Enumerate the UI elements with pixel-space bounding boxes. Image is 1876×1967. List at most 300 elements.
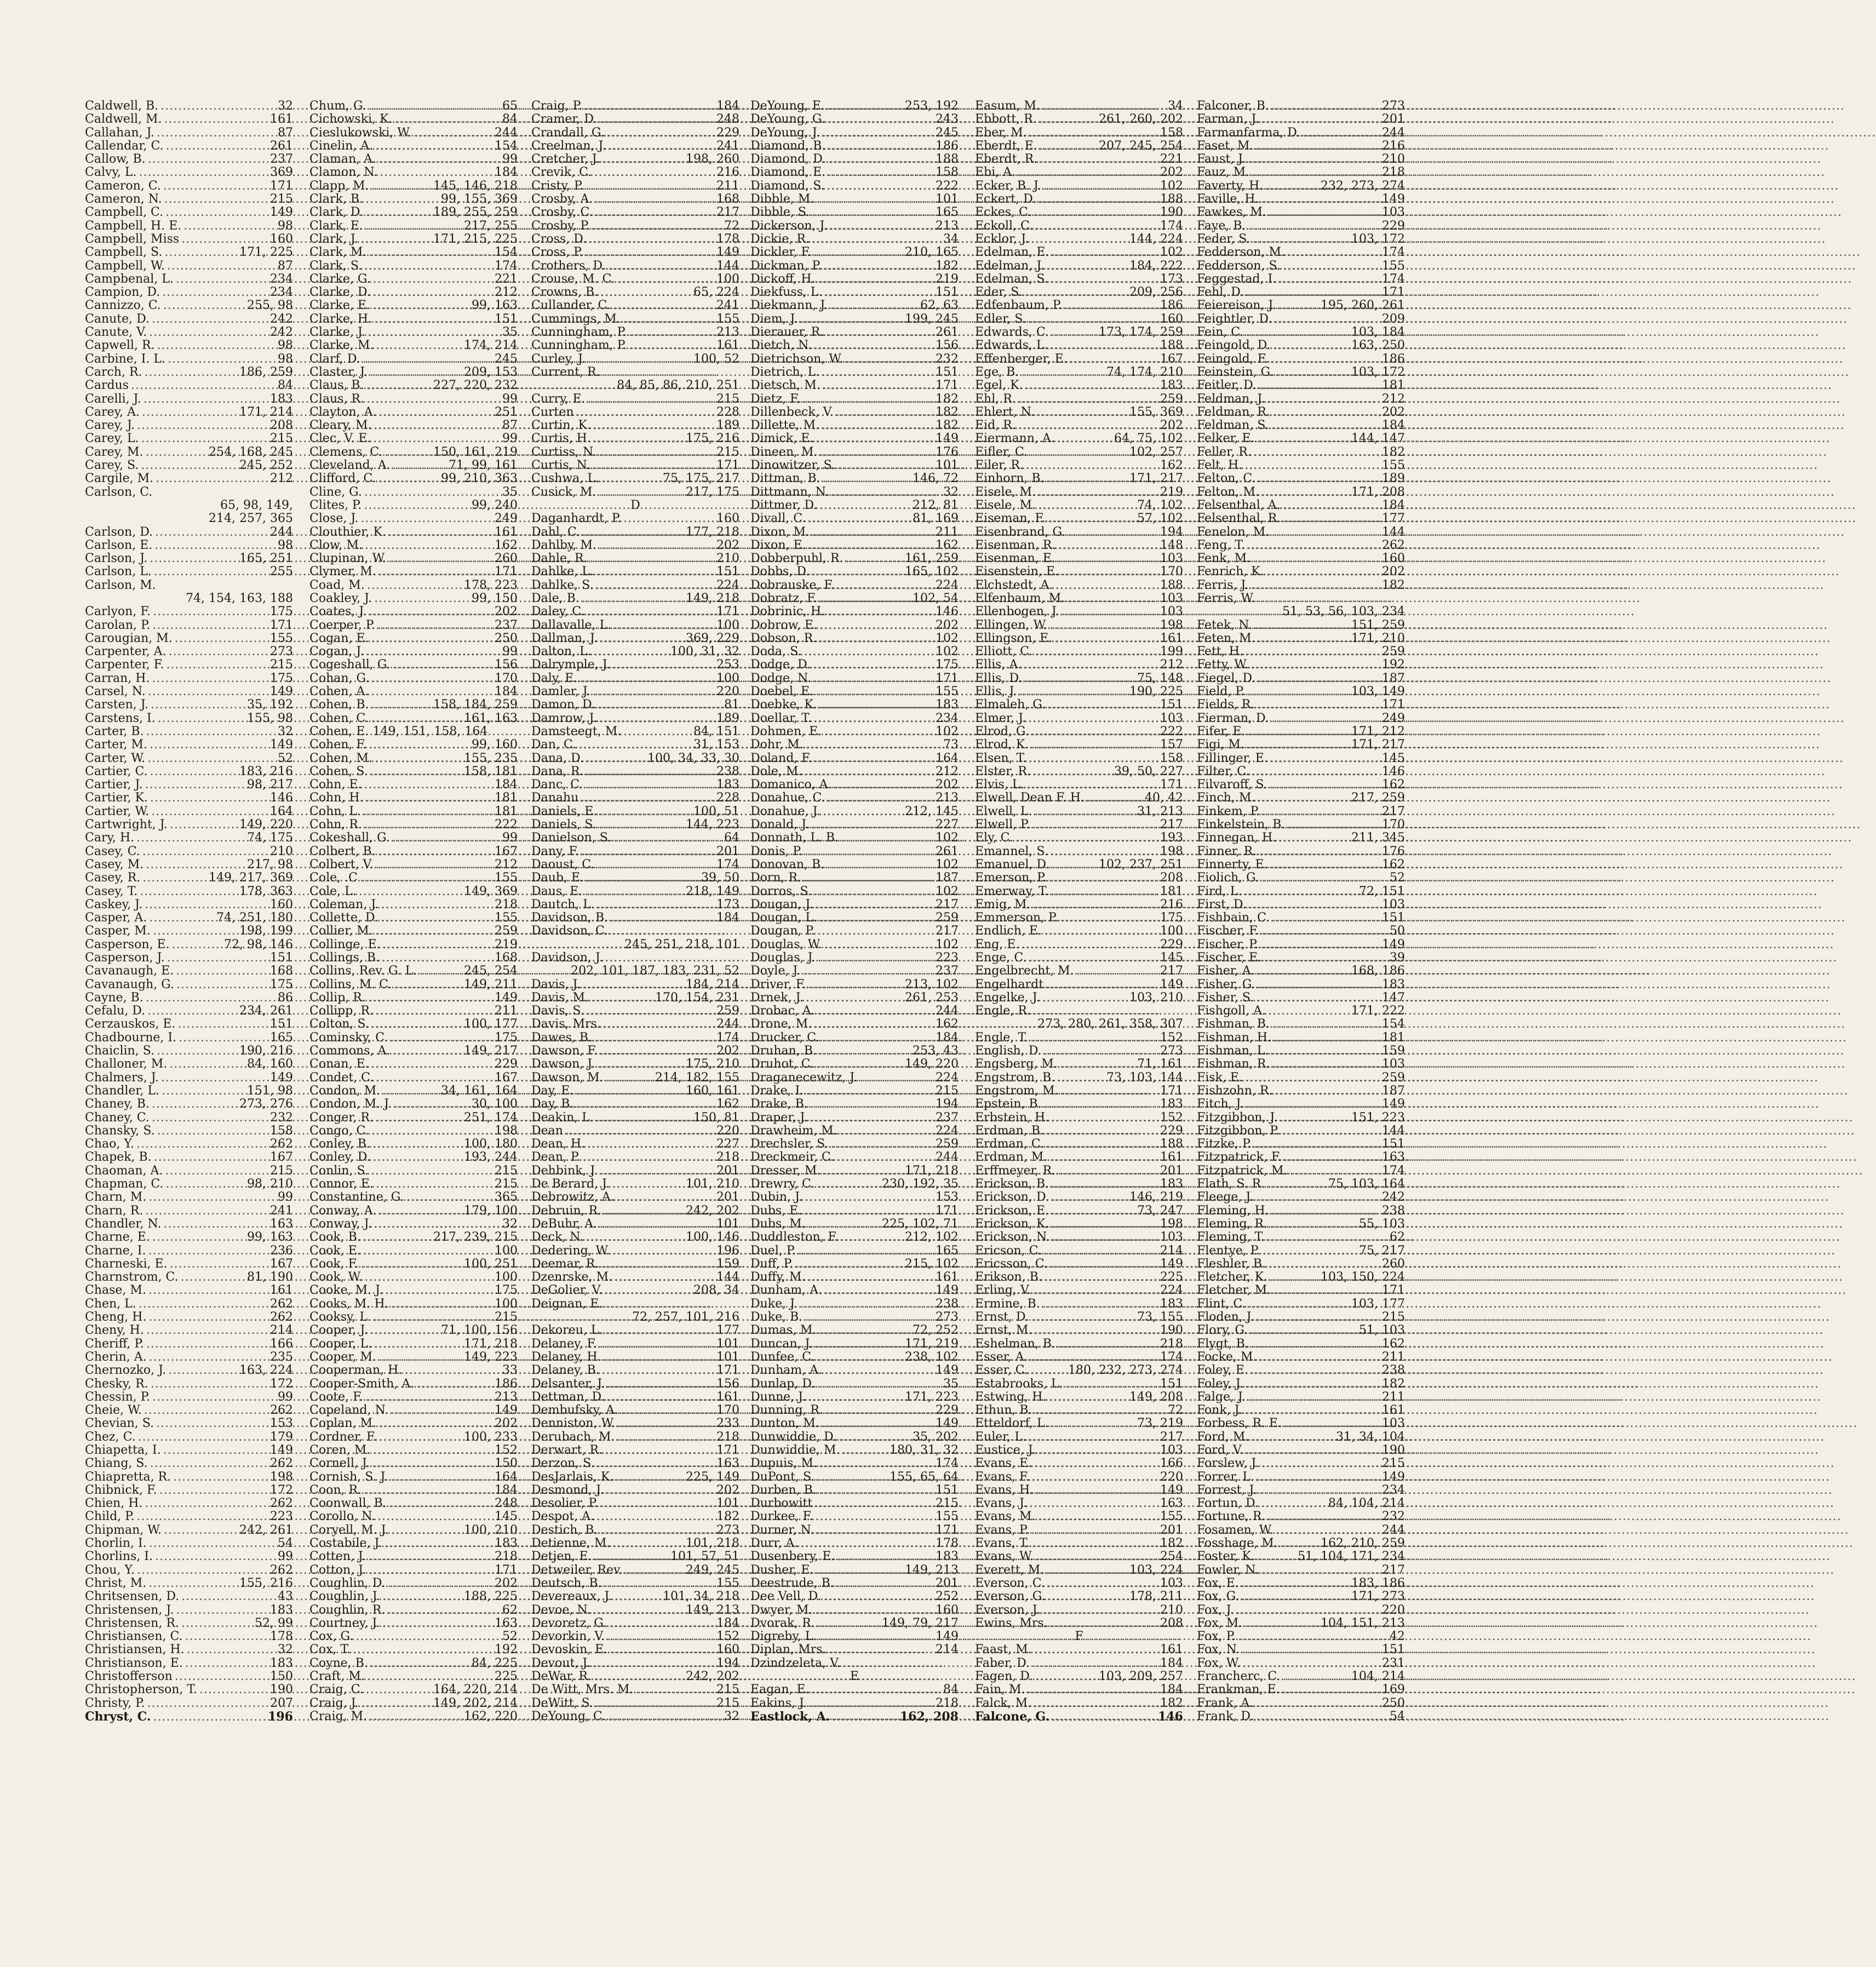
entry-pages: 202: [495, 1576, 518, 1590]
entry-name: Crosby, A.: [531, 192, 593, 207]
entry-name: Clarke, J.: [309, 325, 365, 340]
entry-name: Callow, B.: [85, 152, 146, 167]
index-entry: [975, 1697, 1183, 1710]
dot-leader: [621, 1404, 714, 1417]
dot-leader: [1044, 1245, 1158, 1258]
entry-name: Christensen, R.: [85, 1616, 179, 1630]
index-entry: [85, 605, 293, 618]
entry-pages: 151: [1382, 1643, 1405, 1657]
entry-pages: 84: [278, 379, 293, 393]
index-entry: [85, 472, 293, 485]
dot-leader: [1271, 1045, 1380, 1058]
entry-name: Craig, M.: [309, 1709, 368, 1723]
entry-pages: 100: [495, 1297, 518, 1311]
index-entry: [309, 1071, 518, 1085]
entry-name: Collip, R.: [309, 990, 366, 1005]
dot-leader: [1031, 738, 1158, 752]
index-entry: [975, 1138, 1183, 1151]
index-entry: [975, 1098, 1183, 1111]
index-entry: [85, 366, 293, 379]
entry-name: Deakin, L.: [531, 1110, 594, 1125]
entry-pages: 161: [1160, 1150, 1183, 1165]
index-entry: [85, 1617, 293, 1630]
entry-pages: 165: [270, 1030, 293, 1045]
index-entry: [975, 965, 1183, 978]
dot-leader: [589, 233, 714, 246]
dot-leader: [1258, 472, 1380, 485]
index-entry: [85, 246, 293, 259]
entry-pages: 57, 102: [1137, 512, 1183, 526]
entry-pages: 171, 218: [464, 1337, 518, 1351]
entry-name: Callendar, C.: [85, 139, 164, 153]
entry-pages: 171, 210: [1351, 631, 1405, 645]
entry-name: Dahl, C.: [531, 525, 580, 539]
index-entry: [975, 193, 1183, 206]
dot-leader: [1076, 965, 1158, 978]
entry-name: Cohen, F.: [309, 738, 367, 752]
index-entry: [750, 1564, 959, 1577]
entry-pages: 149: [495, 1403, 518, 1418]
entry-name: Dehbink, J.: [531, 1163, 598, 1178]
entry-pages: 244: [270, 525, 293, 539]
index-entry: [750, 1111, 959, 1125]
dot-leader: [1024, 658, 1158, 672]
index-entry: [85, 911, 293, 925]
entry-pages: 273: [1160, 1044, 1183, 1058]
index-entry: [750, 1031, 959, 1045]
dot-leader: [1048, 1590, 1128, 1603]
entry-name: Fox, G.: [1197, 1590, 1240, 1604]
dot-leader: [819, 1045, 910, 1058]
index-entry: [85, 738, 293, 752]
entry-pages: 101, 210: [686, 1177, 739, 1191]
entry-pages: 171: [270, 618, 293, 632]
entry-pages: 167: [495, 1070, 518, 1085]
entry-name: Despot, A.: [531, 1510, 594, 1524]
entry-pages: 103, 177: [1351, 1297, 1405, 1311]
index-entry: [309, 166, 518, 179]
entry-name: Clapp, M.: [309, 179, 369, 193]
dot-leader: [595, 193, 714, 206]
entry-pages: 165: [936, 1243, 959, 1258]
dot-leader: [824, 1364, 933, 1377]
entry-pages: 202: [495, 605, 518, 619]
entry-pages: 215: [936, 1083, 959, 1098]
entry-pages: 103, 209, 257: [1099, 1670, 1183, 1684]
index-entry: [750, 1045, 959, 1058]
entry-name: Chorlins, I.: [85, 1550, 153, 1564]
entry-name: Fetty, W.: [1197, 658, 1249, 672]
dot-leader: [181, 1590, 276, 1603]
entry-name: Crowns, B.: [531, 285, 599, 300]
entry-name: Eisenman, E.: [975, 552, 1055, 566]
section-letter: [975, 1630, 1183, 1643]
entry-pages: 62: [1390, 1230, 1405, 1245]
entry-pages: 184: [716, 911, 739, 925]
index-entry: [309, 1298, 518, 1311]
entry-name: Edler, S.: [975, 312, 1026, 326]
entry-pages: 194: [1160, 525, 1183, 539]
entry-pages: 174: [716, 857, 739, 871]
dot-leader: [392, 1045, 462, 1058]
dot-leader: [608, 1710, 722, 1723]
index-entry: [975, 1670, 1183, 1683]
index-entry: [309, 1484, 518, 1497]
entry-name: Dahlby, M.: [531, 538, 597, 552]
entry-name: Collins, Rev. G. L.: [309, 964, 417, 978]
dot-leader: [814, 1497, 933, 1510]
entry-name: Dickoff, H.: [750, 272, 816, 286]
dot-leader: [817, 1005, 933, 1018]
entry-pages: 151: [936, 285, 959, 300]
entry-name: Craig, C.: [309, 1683, 364, 1697]
entry-name: Ely, C.: [975, 831, 1013, 845]
entry-name: De Berard, J.: [531, 1177, 610, 1191]
dot-leader: [1044, 925, 1158, 938]
entry-name: Feller, R.: [1197, 445, 1252, 459]
index-entry: [85, 778, 293, 792]
entry-name: Carlyon, F.: [85, 605, 151, 619]
dot-leader: [1025, 286, 1128, 299]
entry-name: Devoe, N.: [531, 1603, 591, 1617]
dot-leader: [1032, 1657, 1158, 1670]
entry-pages: 171, 215, 225: [433, 232, 518, 246]
dot-leader: [602, 153, 684, 166]
entry-name: Dorros, S.: [750, 884, 812, 898]
dot-leader: [599, 486, 684, 499]
entry-name: Cardus: [85, 379, 129, 393]
entry-name: Cerzauskos, E.: [85, 1017, 176, 1031]
entry-pages: 101: [716, 1337, 739, 1351]
entry-pages: 229: [1382, 219, 1405, 233]
entry-pages: 217, 98: [247, 857, 293, 871]
dot-leader: [580, 672, 714, 685]
entry-name: Devoskin, E.: [531, 1643, 608, 1657]
index-entry: [85, 925, 293, 938]
entry-pages: 102: [936, 831, 959, 845]
dot-leader: [372, 1444, 492, 1457]
entry-name: Devereaux, J.: [531, 1590, 612, 1604]
entry-name: Donnath, L. B.: [750, 831, 839, 845]
dot-leader: [1258, 632, 1349, 645]
index-entry: [750, 339, 959, 352]
entry-pages: 162, 220: [464, 1709, 518, 1723]
dot-leader: [1051, 1111, 1158, 1125]
entry-pages: 262: [270, 1403, 293, 1418]
entry-name: Ellenbogen, J.: [975, 605, 1060, 619]
entry-pages: 152: [1160, 1030, 1183, 1045]
dot-leader: [1272, 1058, 1380, 1071]
dot-leader: [809, 1697, 933, 1710]
entry-name: Fishbain, C.: [1197, 911, 1270, 925]
entry-name: Feinstein, G.: [1197, 365, 1274, 379]
index-entry: [531, 393, 739, 406]
entry-name: Etteldorf, L.: [975, 1417, 1049, 1431]
dot-leader: [608, 260, 714, 273]
entry-pages: 215: [716, 1696, 739, 1710]
entry-pages: 102, 54: [913, 591, 959, 605]
entry-pages: 182: [1382, 445, 1405, 459]
index-entry: [750, 898, 959, 911]
entry-pages: 216: [1382, 139, 1405, 153]
entry-pages: 65, 98, 149,: [220, 498, 293, 512]
index-entry: [1197, 339, 1405, 352]
entry-pages: 253, 192: [905, 99, 959, 113]
entry-pages: 100, 233: [464, 1430, 518, 1444]
index-entry: [531, 672, 739, 685]
index-entry: [85, 1284, 293, 1297]
dot-leader: [602, 1364, 714, 1377]
entry-name: Dallman, J.: [531, 631, 598, 645]
entry-name: Dzenrske, M.: [531, 1270, 613, 1284]
index-entry: [531, 526, 739, 539]
entry-pages: 220: [716, 1123, 739, 1138]
index-entry: [85, 127, 293, 140]
entry-pages: 202, 101, 187, 183, 231, 52: [571, 964, 739, 978]
dot-leader: [172, 938, 222, 951]
index-entry: [975, 499, 1183, 512]
dot-leader: [1282, 1125, 1380, 1138]
entry-pages: 150: [270, 1670, 293, 1684]
entry-pages: 199, 245: [905, 312, 959, 326]
entry-pages: 171, 212: [1351, 724, 1405, 738]
index-entry: [1197, 1284, 1405, 1297]
dot-leader: [617, 1431, 714, 1444]
index-entry: [85, 951, 293, 965]
entry-name: Chapek, B.: [85, 1150, 152, 1165]
dot-leader: [1029, 1431, 1158, 1444]
dot-leader: [813, 672, 933, 685]
index-entry: [309, 393, 518, 406]
dot-leader: [381, 898, 492, 911]
entry-pages: 211: [495, 1004, 518, 1018]
entry-pages: 244: [1382, 1523, 1405, 1537]
entry-pages: 146, 219: [1129, 1190, 1183, 1205]
entry-name: Clarke, H.: [309, 312, 372, 326]
entry-pages: 210: [716, 552, 739, 566]
entry-name: Fishman, H.: [1197, 1030, 1272, 1045]
dot-leader: [825, 286, 933, 299]
index-entry: [309, 1404, 518, 1417]
dot-leader: [146, 1324, 268, 1337]
entry-pages: 202: [716, 1044, 739, 1058]
dot-leader: [153, 605, 268, 618]
entry-pages: 186: [1382, 352, 1405, 366]
entry-name: Dobrow, E.: [750, 618, 817, 632]
entry-pages: 211: [1382, 1350, 1405, 1364]
entry-name: Fitzke, P.: [1197, 1137, 1252, 1151]
entry-pages: 211: [1382, 1390, 1405, 1404]
dot-leader: [1051, 246, 1158, 259]
entry-pages: 189: [716, 418, 739, 433]
entry-name: Ecklor, J.: [975, 232, 1029, 246]
index-entry: [531, 153, 739, 166]
dot-leader: [1046, 1125, 1158, 1138]
dot-leader: [1042, 991, 1127, 1005]
dot-leader: [836, 1151, 933, 1164]
index-entry: [85, 406, 293, 419]
dot-leader: [146, 725, 276, 738]
entry-pages: 183: [1160, 379, 1183, 393]
index-entry: [975, 1231, 1183, 1244]
entry-name: Erikson, B.: [975, 1270, 1042, 1284]
index-entry: [975, 645, 1183, 658]
dot-leader: [1244, 885, 1357, 898]
entry-pages: 102, 257: [1129, 445, 1183, 459]
entry-pages: 196: [268, 1709, 293, 1724]
index-entry: [1197, 1218, 1405, 1231]
entry-pages: 155: [495, 911, 518, 925]
index-entry: [531, 180, 739, 193]
index-entry: [750, 1058, 959, 1071]
index-entry: [1197, 831, 1405, 845]
index-entry: [750, 1085, 959, 1098]
entry-name: Connor, E.: [309, 1177, 374, 1191]
dot-leader: [152, 1111, 268, 1125]
entry-pages: 103: [1382, 1417, 1405, 1431]
entry-pages: 186: [936, 139, 959, 153]
index-entry: [85, 326, 293, 339]
dot-leader: [827, 605, 933, 618]
index-entry: [750, 818, 959, 831]
entry-pages: 238: [1382, 1363, 1405, 1378]
entry-name: Evans, T.: [975, 1536, 1030, 1551]
dot-leader: [812, 233, 941, 246]
dot-leader: [176, 978, 268, 991]
entry-name: Eckoll, C.: [975, 219, 1034, 233]
entry-pages: 184: [1382, 418, 1405, 433]
entry-name: Dohmen, E.: [750, 724, 822, 738]
index-entry: [531, 1510, 739, 1523]
index-entry: [309, 180, 518, 193]
dot-leader: [1046, 978, 1158, 991]
index-entry: [1197, 180, 1405, 193]
index-entry: [750, 1018, 959, 1031]
index-entry: [85, 1191, 293, 1204]
entry-pages: 151: [716, 565, 739, 579]
entry-name: Druhot, C.: [750, 1057, 814, 1071]
index-entry: [85, 353, 293, 366]
index-entry: [531, 1457, 739, 1470]
dot-leader: [828, 140, 933, 153]
dot-leader: [1049, 871, 1158, 885]
dot-leader: [599, 805, 691, 818]
dot-leader: [594, 1670, 684, 1683]
entry-pages: 212: [936, 764, 959, 778]
entry-pages: 255: [270, 565, 293, 579]
entry-pages: 224: [1160, 1283, 1183, 1298]
entry-name: Curtin, K.: [531, 418, 591, 433]
entry-name: Felsenthal, R.: [1197, 512, 1281, 526]
entry-name: Carey, S.: [85, 458, 139, 473]
entry-pages: 99, 240: [472, 498, 518, 512]
index-entry: [531, 1697, 739, 1710]
entry-name: Dunlap, D.: [750, 1377, 816, 1391]
entry-name: Doellar, T.: [750, 711, 812, 725]
index-entry: [85, 1497, 293, 1510]
dot-leader: [1242, 1643, 1380, 1656]
dot-leader: [177, 1018, 268, 1031]
entry-pages: 100, 210: [464, 1523, 518, 1537]
entry-name: Cheng, H.: [85, 1310, 147, 1324]
index-entry: [1197, 1604, 1405, 1617]
dot-leader: [155, 526, 268, 539]
entry-name: Ellis, D.: [975, 671, 1023, 685]
entry-name: Caldwell, B.: [85, 99, 159, 113]
index-entry: [1197, 353, 1405, 366]
index-entry: [1197, 459, 1405, 472]
index-entry: [975, 978, 1183, 991]
dot-leader: [144, 393, 268, 406]
entry-name: Cummings, M.: [531, 312, 621, 326]
index-entry: [975, 353, 1183, 366]
dot-leader: [827, 180, 933, 193]
dot-leader: [1273, 339, 1349, 352]
entry-name: Finkelstein, B.: [1197, 818, 1286, 832]
index-entry: [750, 246, 959, 259]
index-entry: [309, 1111, 518, 1125]
dot-leader: [814, 885, 933, 898]
entry-pages: 155, 65, 64: [890, 1470, 959, 1484]
entry-name: Day, B.: [531, 1097, 574, 1111]
entry-pages: 31, 34, 104: [1336, 1430, 1405, 1444]
entry-name: Cherin, A.: [85, 1350, 147, 1364]
dot-leader: [1029, 951, 1158, 965]
entry-pages: 244: [716, 1017, 739, 1031]
index-entry: [1197, 1231, 1405, 1244]
dot-leader: [1042, 1298, 1158, 1311]
dot-leader: [368, 1564, 492, 1577]
entry-name: Clouthier, K.: [309, 525, 386, 539]
index-entry: [85, 698, 293, 712]
entry-pages: 227, 220, 232: [433, 379, 518, 393]
entry-name: Cartier, C.: [85, 764, 148, 778]
entry-pages: 217: [1382, 1563, 1405, 1577]
dot-leader: [375, 140, 492, 153]
entry-name: Curten: [531, 405, 574, 419]
entry-name: Edwards, C.: [975, 325, 1049, 340]
dot-leader: [385, 1537, 492, 1550]
entry-name: Faber, D.: [975, 1656, 1030, 1670]
index-entry: [750, 1643, 959, 1656]
entry-pages: 242: [270, 312, 293, 326]
entry-name: Dzindzeleta, V.: [750, 1656, 841, 1670]
entry-name: Everett, M.: [975, 1563, 1045, 1577]
entry-pages: 171: [1382, 285, 1405, 300]
index-entry: [750, 1165, 959, 1178]
entry-name: Finch, M.: [1197, 791, 1255, 805]
index-entry: [85, 565, 293, 578]
index-entry: [975, 220, 1183, 233]
index-entry: [531, 1670, 739, 1683]
entry-pages: 174: [1382, 272, 1405, 286]
dot-leader: [1048, 1391, 1127, 1404]
index-entry: [1197, 1417, 1405, 1430]
entry-pages: 188: [1160, 192, 1183, 207]
dot-leader: [371, 1165, 492, 1178]
dot-leader: [1035, 1670, 1097, 1683]
entry-pages: 171: [495, 565, 518, 579]
entry-name: Deestrude, B.: [750, 1576, 834, 1590]
entry-pages: 261: [270, 139, 293, 153]
entry-pages: 168: [495, 951, 518, 965]
entry-pages: 238: [1382, 1203, 1405, 1218]
dot-leader: [1031, 1537, 1158, 1550]
entry-pages: 177: [716, 1323, 739, 1338]
dot-leader: [635, 1683, 714, 1696]
entry-pages: 155, 98: [247, 711, 293, 725]
entry-name: Delaney, H.: [531, 1350, 601, 1364]
